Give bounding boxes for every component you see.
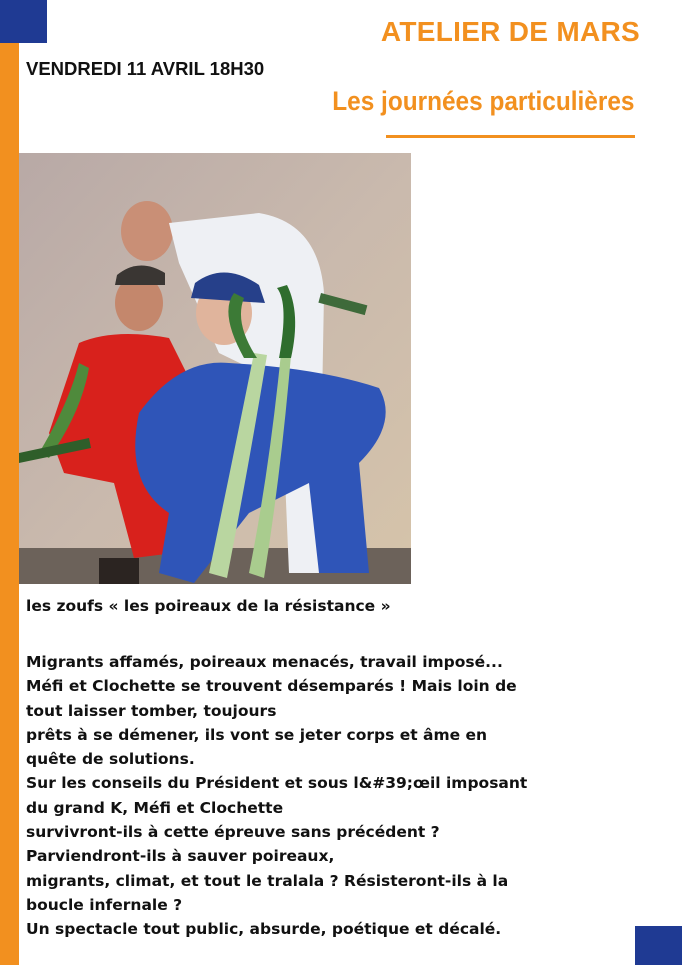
- event-date-time: VENDREDI 11 AVRIL 18H30: [26, 58, 265, 79]
- description-line: survivront-ils à cette épreuve sans précédent ?: [26, 823, 440, 842]
- corner-block-bottom: [635, 926, 682, 965]
- description-line: Parviendront-ils à sauver poireaux,: [26, 847, 335, 866]
- performers-photo-illustration: [19, 153, 411, 584]
- show-subtitle: les zoufs « les poireaux de la résistance »: [26, 597, 391, 615]
- description-line: du grand K, Méfi et Clochette: [26, 798, 284, 817]
- description-line: tout laisser tomber, toujours: [26, 701, 277, 720]
- description-line: prêts à se démener, ils vont se jeter corps et âme en: [26, 725, 488, 744]
- description-line: Un spectacle tout public, absurde, poétique et décalé.: [26, 920, 502, 939]
- event-title: Les journées particulières: [331, 86, 634, 116]
- title-underline: [386, 135, 635, 138]
- show-description: [26, 650, 586, 942]
- description-line: Sur les conseils du Président et sous l&#39;œil imposant: [26, 774, 528, 793]
- performers-photo: [19, 153, 411, 584]
- corner-block-top: [0, 0, 47, 43]
- venue-name: ATELIER DE MARS: [380, 16, 640, 47]
- description-line: boucle infernale ?: [26, 895, 183, 914]
- description-line: quête de solutions.: [26, 750, 195, 769]
- description-line: Migrants affamés, poireaux menacés, travail imposé...: [26, 653, 503, 671]
- description-line: migrants, climat, et tout le tralala ? Résisteront-ils à la: [26, 871, 509, 890]
- side-accent-bar: [0, 43, 19, 965]
- description-line: Méfi et Clochette se trouvent désemparés ! Mais loin de: [26, 677, 517, 696]
